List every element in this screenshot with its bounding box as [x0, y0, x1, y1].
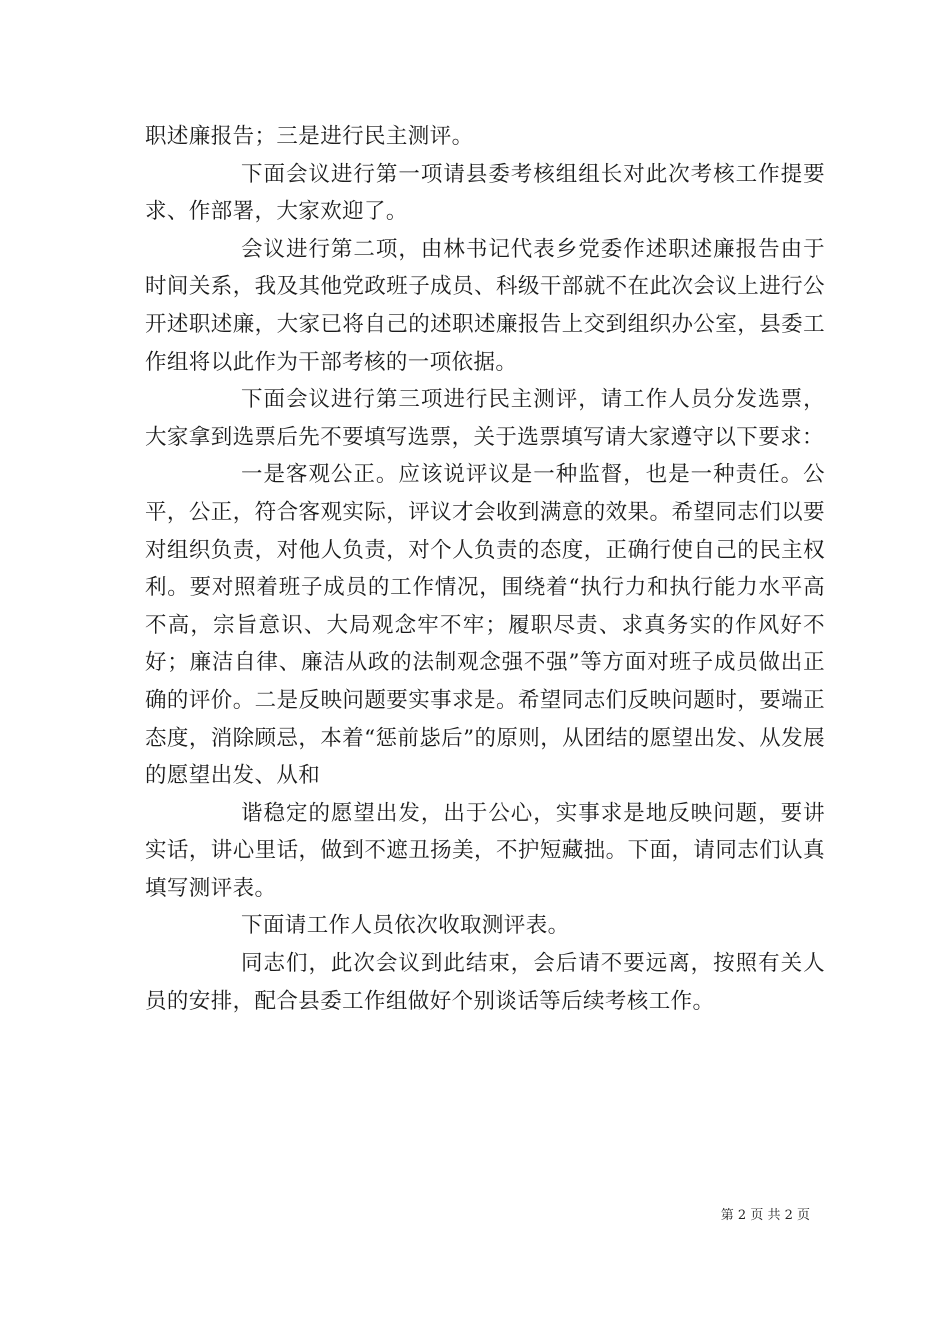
paragraph-closing: 同志们，此次会议到此结束，会后请不要远离，按照有关人员的安排，配合县委工作组做好个别谈话等后续考核工作。 [145, 951, 825, 1014]
paragraph-requirements: 一是客观公正。应该说评议是一种监督，也是一种责任。公平，公正，符合客观实际，评议才会收到满意的效果。希望同志们以要对组织负责，对他人负责，对个人负责的态度，正确行使自己的民主权利。要对照着班子成员的工作情况，围绕着“执行力和执行能力水平高不高，宗旨意识、大局观念牢不牢；履职尽责、求真务实的作风好不好；廉洁自律、廉洁从政的法制观念强不强”等方面对班子成员做出正确的评价。二是反映问题要实事求是。希望同志们反映问题时，要端正态度，消除顾忌，本着“惩前毖后”的原则，从团结的愿望出发、从发展的愿望出发、从和 [145, 462, 825, 789]
paragraph-item-one: 下面会议进行第一项请县委考核组组长对此次考核工作提要求、作部署，大家欢迎了。 [145, 161, 825, 225]
paragraph-item-two: 会议进行第二项，由林书记代表乡党委作述职述廉报告由于时间关系，我及其他党政班子成员、科级干部就不在此次会议上进行公开述职述廉，大家已将自己的述职述廉报告上交到组织办公室，县委工作组将以此作为干部考核的一项依据。 [145, 236, 825, 375]
page-number-footer: 第 2 页 共 2 页 [720, 1208, 810, 1223]
document-body [145, 118, 825, 1020]
paragraph-collect-forms: 下面请工作人员依次收取测评表。 [241, 913, 570, 939]
paragraph-continuation: 职述廉报告；三是进行民主测评。 [145, 124, 474, 149]
paragraph-requirements-continued: 谐稳定的愿望出发，出于公心，实事求是地反映问题，要讲实话，讲心里话，做到不遮丑扬美，不护短藏拙。下面，请同志们认真填写测评表。 [145, 800, 825, 901]
paragraph-item-three: 下面会议进行第三项进行民主测评，请工作人员分发选票，大家拿到选票后先不要填写选票，关于选票填写请大家遵守以下要求： [145, 387, 825, 450]
